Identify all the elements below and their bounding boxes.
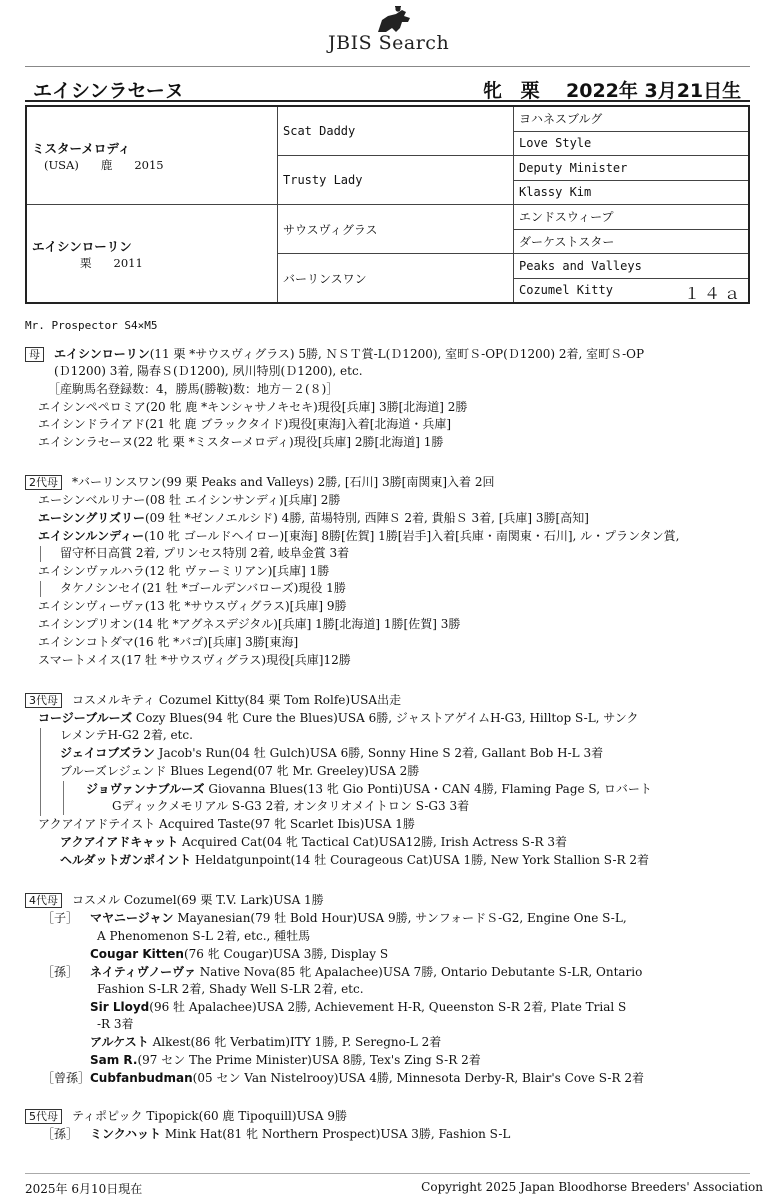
g2dam-line[interactable]: エーシングリズリー(09 牡 *ゼンノエルシド) 4勝, 苗場特別, 西陣Ｓ 2着, 貴船Ｓ 3着, [兵庫] 3勝[高知] bbox=[38, 511, 589, 525]
horse-rider-logo-icon bbox=[374, 6, 414, 34]
pedigree-g3-cell[interactable]: Cozumel Kitty １４ａ bbox=[514, 278, 750, 303]
sire-cell[interactable] bbox=[26, 106, 278, 205]
sire-info: (USA) 鹿 2015 bbox=[44, 157, 164, 172]
sire-sire-cell[interactable]: Scat Daddy bbox=[278, 106, 514, 156]
offspring-line[interactable]: エイシンラセーヌ(22 牝 栗 *ミスターメロディ)現役[兵庫] 2勝[北海道] 1勝 bbox=[38, 435, 444, 449]
g2dam-line[interactable]: タケノシンセイ(21 牡 *ゴールデンバローズ)現役 1勝 bbox=[60, 581, 346, 595]
g2dam-line[interactable]: エイシンプリオン(14 牝 *アグネスデジタル)[兵庫] 1勝[北海道] 1勝[佐賀] 3勝 bbox=[38, 617, 461, 631]
g3dam-line[interactable]: ヘルダットガンポイント Heldatgunpoint(14 牡 Courageous Cat)USA 1勝, New York Stallion S-R 2着 bbox=[60, 853, 650, 867]
g4dam-line[interactable]: ［子］ マヤニージャン Mayanesian(79 牡 Bold Hour)USA 9勝, サンフォードＳ-G2, Engine One S-L, bbox=[42, 911, 627, 925]
sire-name: ミスターメロディ bbox=[32, 140, 131, 156]
horse-name: エイシンラセーヌ bbox=[33, 80, 184, 102]
g2dam-line[interactable]: スマートメイス(17 牡 *サウスヴィグラス)現役[兵庫]12勝 bbox=[38, 653, 351, 667]
horse-sex-color: 牝 栗 bbox=[483, 80, 546, 102]
g3dam-line[interactable]: ブルーズレジェンド Blues Legend(07 牝 Mr. Greeley)USA 2勝 bbox=[60, 764, 420, 778]
section-tag: 3代母 bbox=[25, 693, 62, 708]
pedigree-g3-cell[interactable]: Love Style bbox=[514, 131, 750, 156]
header-rule-bottom bbox=[25, 100, 750, 102]
dam-line: (Ｄ1200) 3着, 陽春Ｓ(Ｄ1200), 夙川特別(Ｄ1200), etc. bbox=[54, 364, 363, 378]
dam-dam-cell[interactable]: バーリンスワン bbox=[278, 254, 514, 304]
g4dam-line[interactable]: ［孫］ ネイティヴノーヴァ Native Nova(85 牝 Apalachee)USA 7勝, Ontario Debutante S-LR, Ontario bbox=[42, 965, 643, 979]
g3dam-line[interactable]: アクアイアドキャット Acquired Cat(04 牝 Tactical Cat)USA12勝, Irish Actress S-R 3着 bbox=[60, 835, 567, 849]
g3dam-line: Gディックメモリアル S-G3 2着, オンタリオメイトロン S-G3 3着 bbox=[112, 799, 470, 813]
pedigree-table bbox=[25, 105, 750, 304]
g3dam-line: 3代母 コスメルキティ Cozumel Kitty(84 栗 Tom Rolfe)USA出走 bbox=[25, 692, 401, 709]
section-tag: 2代母 bbox=[25, 475, 62, 490]
g2dam-line[interactable]: エイシンルンディー(10 牝 ゴールドヘイロー)[東海] 8勝[佐賀] 1勝[岩手]入着[兵庫・南関東・石川], ル・プランタン賞, bbox=[38, 529, 680, 543]
g3dam-line[interactable]: アクアイアドテイスト Acquired Taste(97 牝 Scarlet Ibis)USA 1勝 bbox=[38, 817, 415, 831]
g4dam-line[interactable]: Cougar Kitten(76 牝 Cougar)USA 3勝, Display S bbox=[90, 947, 389, 961]
dam-cell[interactable] bbox=[26, 205, 278, 304]
pedigree-g3-cell[interactable]: ダーケストスター bbox=[514, 229, 750, 254]
footer-copyright: Copyright 2025 Japan Bloodhorse Breeders' Association bbox=[421, 1180, 763, 1194]
inbreeding-note: Mr. Prospector S4×M5 bbox=[25, 319, 158, 332]
g4dam-line[interactable]: アルケスト Alkest(86 牝 Verbatim)ITY 1勝, P. Seregno-L 2着 bbox=[90, 1035, 442, 1049]
g4dam-line[interactable]: Sir Lloyd(96 牡 Apalachee)USA 2勝, Achievement H-R, Queenston S-R 2着, Plate Trial S bbox=[90, 1000, 627, 1014]
site-logo[interactable] bbox=[328, 6, 458, 54]
g2dam-line[interactable]: エーシンベルリナー(08 牡 エイシンサンディ)[兵庫] 2勝 bbox=[38, 493, 341, 507]
g3dam-line: レメンテH-G2 2着, etc. bbox=[60, 728, 193, 742]
g3dam-line[interactable]: ジェイコブズラン Jacob's Run(04 牡 Gulch)USA 6勝, Sonny Hine S 2着, Gallant Bob H-L 3着 bbox=[60, 746, 604, 760]
g4dam-line: A Phenomenon S-L 2着, etc., 種牡馬 bbox=[97, 929, 311, 943]
g2dam-line: 留守杯日高賞 2着, プリンセス特別 2着, 岐阜金賞 3着 bbox=[60, 546, 350, 560]
pedigree-g3-cell[interactable]: Deputy Minister bbox=[514, 156, 750, 181]
header-rule-top bbox=[25, 66, 750, 67]
offspring-line[interactable]: エイシンペペロミア(20 牝 鹿 *キンシャサノキセキ)現役[兵庫] 3勝[北海道] 2勝 bbox=[38, 400, 468, 414]
g3dam-line[interactable]: コージーブルーズ Cozy Blues(94 牝 Cure the Blues)USA 6勝, ジャストアゲイムH-G3, Hilltop S-L, サンク bbox=[38, 711, 639, 725]
section-tag: 5代母 bbox=[25, 1109, 62, 1124]
sire-dam-cell[interactable]: Trusty Lady bbox=[278, 156, 514, 205]
footer-rule bbox=[25, 1173, 750, 1174]
g4dam-line: -R 3着 bbox=[97, 1017, 134, 1031]
g4dam-line[interactable]: ［曾孫］Cubfanbudman(05 セン Van Nistelrooy)USA 4勝, Minnesota Derby-R, Blair's Cove S-R 2着 bbox=[42, 1071, 644, 1085]
dam-line: 母 エイシンローリン(11 栗 *サウスヴィグラス) 5勝, ＮＳＴ賞-L(Ｄ1200), 室町Ｓ-OP(Ｄ1200) 2着, 室町Ｓ-OP bbox=[25, 346, 644, 363]
g2dam-line[interactable]: エイシンヴィーヴァ(13 牝 *サウスヴィグラス)[兵庫] 9勝 bbox=[38, 599, 347, 613]
g5dam-line[interactable]: ［孫］ ミンクハット Mink Hat(81 牝 Northern Prospect)USA 3勝, Fashion S-L bbox=[42, 1127, 511, 1141]
connector-line bbox=[63, 781, 64, 815]
g4dam-line: 4代母 コスメル Cozumel(69 栗 T.V. Lark)USA 1勝 bbox=[25, 892, 324, 909]
pedigree-g3-cell[interactable]: Peaks and Valleys bbox=[514, 254, 750, 279]
g4dam-line[interactable]: Sam R.(97 セン The Prime Minister)USA 8勝, Tex's Zing S-R 2着 bbox=[90, 1053, 481, 1067]
g5dam-line: 5代母 ティポピック Tipopick(60 鹿 Tipoquill)USA 9勝 bbox=[25, 1108, 347, 1125]
offspring-line[interactable]: エイシンドライアド(21 牝 鹿 ブラックタイド)現役[東海]入着[北海道・兵庫] bbox=[38, 417, 452, 431]
dam-info: 栗 2011 bbox=[80, 255, 143, 270]
pedigree-g3-cell[interactable]: Klassy Kim bbox=[514, 180, 750, 205]
logo-text: JBIS Search bbox=[328, 32, 450, 54]
dam-name: エイシンローリン bbox=[32, 238, 132, 254]
dam-name-link[interactable]: エイシンローリン bbox=[54, 347, 150, 361]
connector-line bbox=[40, 728, 41, 816]
horse-birth-date: 2022年 3月21日生 bbox=[566, 80, 742, 102]
dam-sire-cell[interactable]: サウスヴィグラス bbox=[278, 205, 514, 254]
g4dam-line: Fashion S-LR 2着, Shady Well S-LR 2着, etc. bbox=[97, 982, 364, 996]
connector-line bbox=[40, 546, 41, 562]
dam-line: ［産駒馬名登録数：4，勝馬(勝鞍)数：地方－２(８)］ bbox=[48, 382, 339, 396]
family-number: １４ａ bbox=[683, 283, 744, 303]
pedigree-g3-cell[interactable]: ヨハネスブルグ bbox=[514, 106, 750, 131]
section-tag: 4代母 bbox=[25, 893, 62, 908]
g2dam-line[interactable]: エイシンコトダマ(16 牝 *バゴ)[兵庫] 3勝[東海] bbox=[38, 635, 299, 649]
g3dam-line[interactable]: ジョヴァンナブルーズ Giovanna Blues(13 牝 Gio Ponti)USA・CAN 4勝, Flaming Page S, ロバート bbox=[86, 782, 652, 796]
g2dam-line: 2代母 *バーリンスワン(99 栗 Peaks and Valleys) 2勝, [石川] 3勝[南関東]入着 2回 bbox=[25, 474, 494, 491]
g2dam-line[interactable]: エイシンヴァルハラ(12 牝 ヴァーミリアン)[兵庫] 1勝 bbox=[38, 564, 330, 578]
footer-date: 2025年 6月10日現在 bbox=[25, 1182, 143, 1196]
pedigree-g3-cell[interactable]: エンドスウィープ bbox=[514, 205, 750, 230]
section-tag: 母 bbox=[25, 347, 44, 362]
connector-line bbox=[40, 581, 41, 597]
